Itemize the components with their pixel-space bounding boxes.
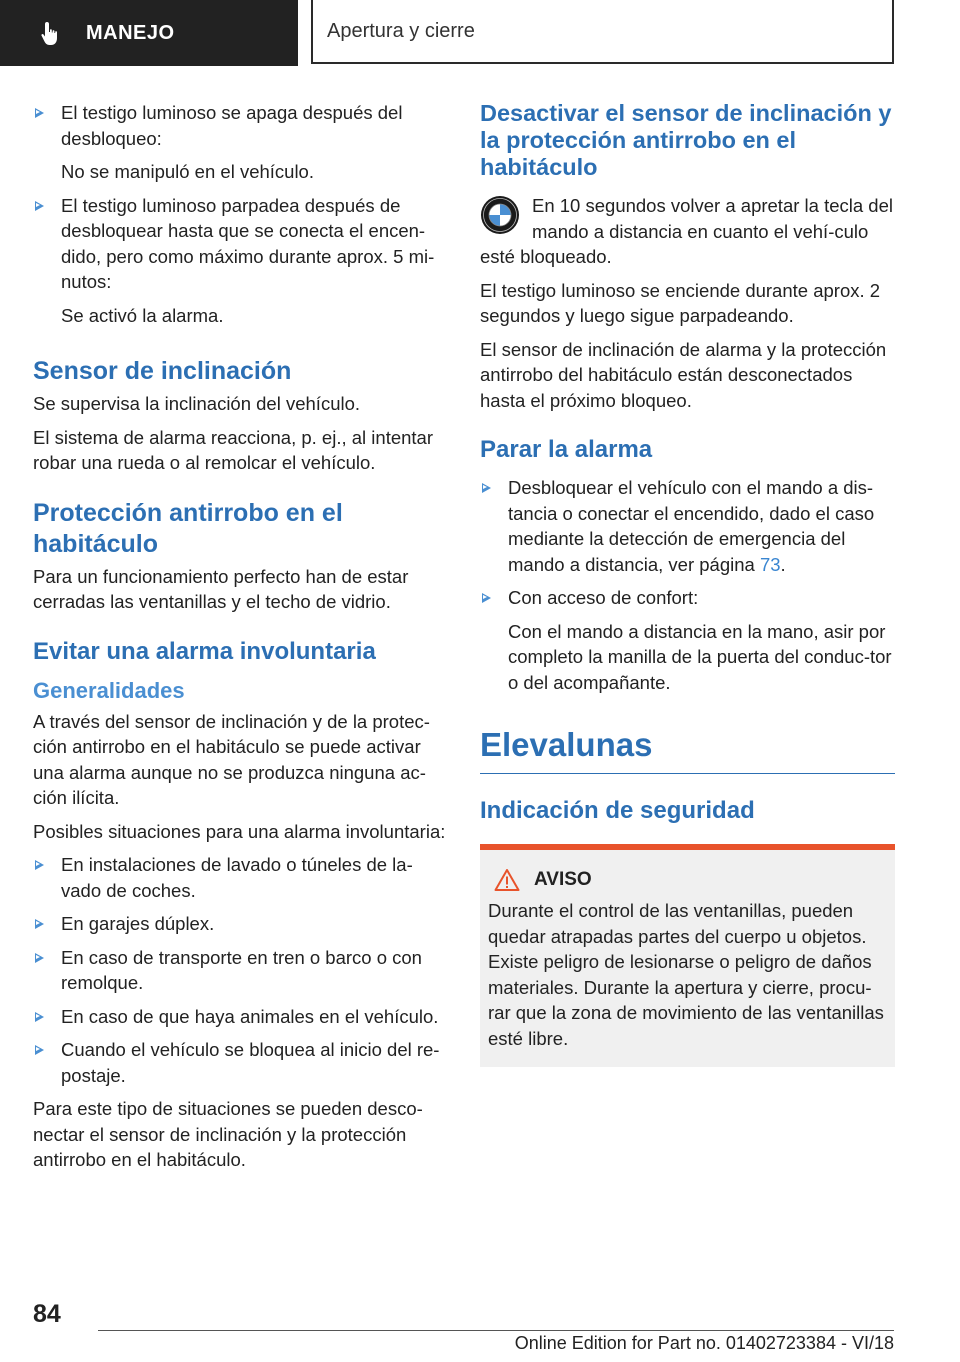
list-item: Desbloquear el vehículo con el mando a dis‐tancia o conectar el encendido, dado el caso mediante la detección de emergencia del mando a distancia, ver página 73. <box>480 475 895 577</box>
list-item: En garajes dúplex. <box>33 911 448 937</box>
windows-title: Elevalunas <box>480 725 895 774</box>
tilt-sensor-heading: Sensor de inclinación <box>33 357 292 385</box>
chapter-title: Apertura y cierre <box>327 19 475 42</box>
list-item: Con acceso de confort: Con el mando a distancia en la mano, asir por completo la manilla de la puerta del conduc‐tor o del acompañante. <box>480 585 895 695</box>
right-column <box>480 100 895 1067</box>
page-header <box>0 0 960 66</box>
deactivate-p3: El sensor de inclinación de alarma y la protección antirrobo del habitáculo están desconectados hasta el próximo bloqueo. <box>480 338 887 411</box>
arrow-bullet-icon <box>35 953 44 963</box>
safety-subheading: Indicación de seguridad <box>480 797 755 824</box>
arrow-bullet-icon <box>35 108 44 118</box>
list-item: El testigo luminoso se apaga después del desbloqueo: No se manipuló en el vehículo. <box>33 100 448 185</box>
footer-divider <box>98 1330 894 1331</box>
edition-text: Online Edition for Part no. 01402723384 - VI/18 <box>514 1333 894 1353</box>
tilt-p2: El sistema de alarma reacciona, p. ej., al intentar robar una rueda o al remolcar el vehículo. <box>33 426 433 473</box>
situations-list <box>33 852 448 1088</box>
avoid-p2: Posibles situaciones para una alarma involuntaria: <box>33 820 446 842</box>
list-item: En caso de que haya animales en el vehículo. <box>33 1004 448 1030</box>
page-footer <box>0 1300 960 1362</box>
avoid-alarm-heading: Evitar una alarma involuntaria <box>33 637 376 665</box>
list-item: En instalaciones de lavado o túneles de la‐vado de coches. <box>33 852 448 903</box>
page-number: 84 <box>33 1300 61 1328</box>
deactivate-p1: En 10 segundos volver a apretar la tecla del mando a distancia en cuanto el vehí‐culo esté bloqueado. <box>480 195 893 267</box>
interior-p1: Para un funcionamiento perfecto han de estar cerradas las ventanillas y el techo de vidrio. <box>33 565 409 612</box>
arrow-bullet-icon <box>35 919 44 929</box>
section-tab <box>0 0 298 66</box>
general-subheading: Generalidades <box>33 677 185 703</box>
left-column <box>33 100 448 1181</box>
hand-icon <box>40 20 64 46</box>
arrow-bullet-icon <box>35 860 44 870</box>
chapter-box <box>311 0 894 64</box>
page-reference-link[interactable]: 73 <box>759 553 781 575</box>
arrow-bullet-icon <box>35 201 44 211</box>
warning-header <box>488 868 887 892</box>
deactivate-instruction <box>480 193 895 270</box>
stop-alarm-heading: Parar la alarma <box>480 436 653 463</box>
list-item: Cuando el vehículo se bloquea al inicio del re‐postaje. <box>33 1037 448 1088</box>
avoid-p3: Para este tipo de situaciones se pueden desco‐nectar el sensor de inclinación y la protección antirrobo en el habitáculo. <box>33 1098 423 1170</box>
arrow-bullet-icon <box>482 593 491 603</box>
warning-triangle-icon <box>494 868 520 892</box>
avoid-p1: A través del sensor de inclinación y de la protec‐ción antirrobo en el habitáculo se puede activar una alarma aunque no se produzca ninguna ac‐ción ilícita. <box>33 710 430 808</box>
deactivate-p2: El testigo luminoso se enciende durante aprox. 2 segundos y luego sigue parpadeando. <box>480 279 881 326</box>
warning-box <box>480 844 895 1067</box>
bmw-logo-icon <box>480 195 520 235</box>
stop-alarm-list <box>480 475 895 695</box>
arrow-bullet-icon <box>35 1012 44 1022</box>
list-item: El testigo luminoso parpadea después de desbloquear hasta que se conecta el encen‐dido, pero como máximo durante aprox. 5 mi‐nutos: Se activó la alarma. <box>33 193 448 329</box>
interior-protection-heading: Protección antirrobo en el habitáculo <box>33 498 343 558</box>
tilt-p1: Se supervisa la inclinación del vehículo. <box>33 393 361 414</box>
arrow-bullet-icon <box>35 1045 44 1055</box>
section-label: MANEJO <box>86 21 175 44</box>
deactivate-heading: Desactivar el sensor de inclinación y la protección antirrobo en el habitáculo <box>480 100 892 180</box>
arrow-bullet-icon <box>482 483 491 493</box>
warning-title: AVISO <box>534 869 592 890</box>
warning-text: Durante el control de las ventanillas, pueden quedar atrapadas partes del cuerpo u objetos. Existe peligro de lesionarse o peligro de daños materiales. Durante la apertura y cierre, procu‐rar que la zona de movimiento de las ventanillas esté libre. <box>488 900 884 1049</box>
status-list <box>33 100 448 328</box>
list-item: En caso de transporte en tren o barco o con remolque. <box>33 945 448 996</box>
